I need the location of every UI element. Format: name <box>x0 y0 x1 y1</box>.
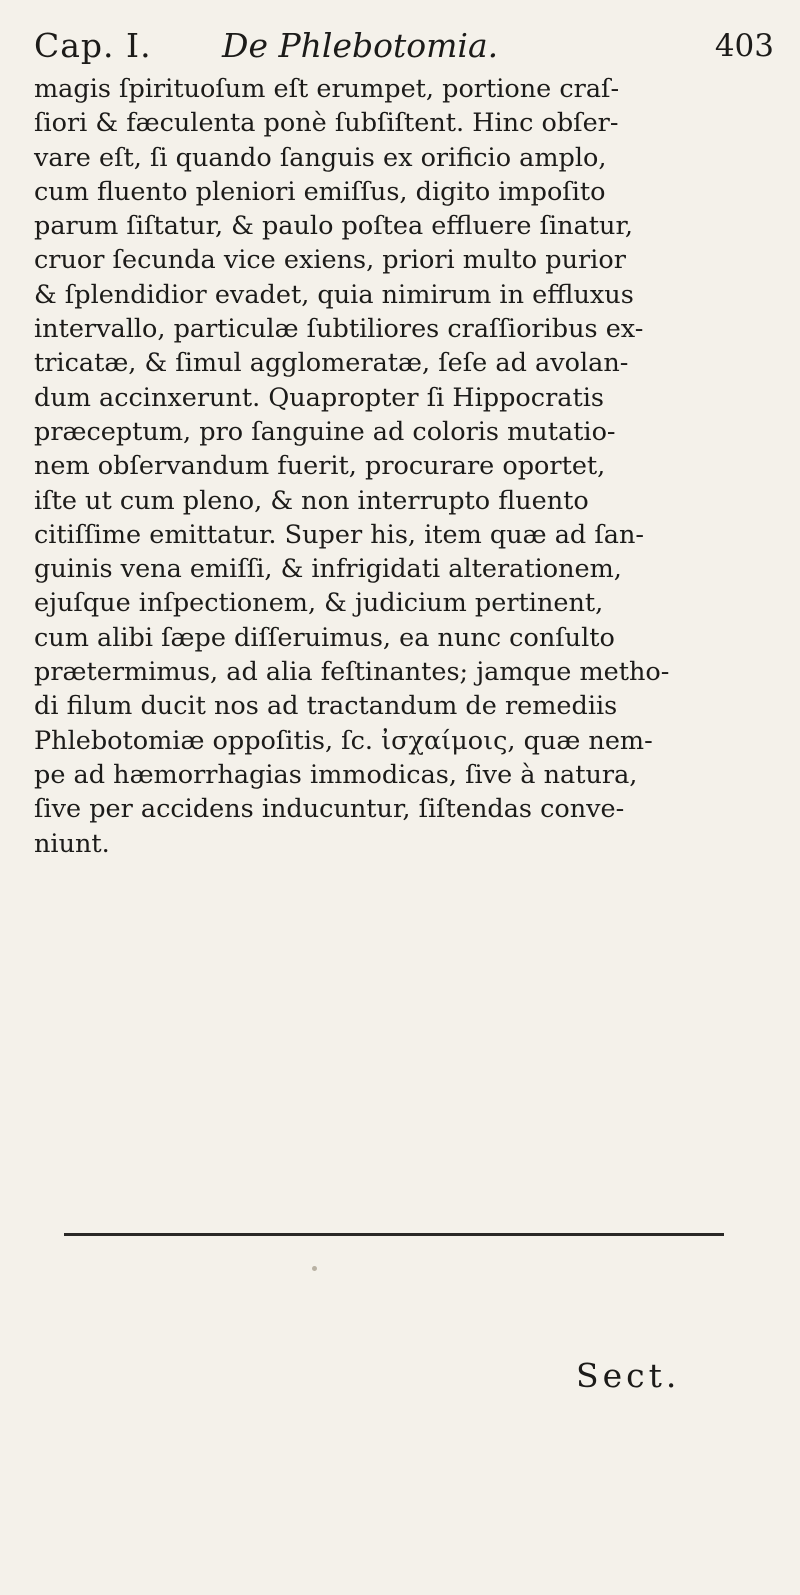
text-line: magis ſpirituoſum eſt erumpet, portione craſ- <box>34 74 620 104</box>
catchword: Sect. <box>576 1356 681 1395</box>
text-line: prætermimus, ad alia feſtinantes; jamque metho- <box>34 657 670 688</box>
text-line: præceptum, pro ſanguine ad coloris mutatio- <box>34 416 616 447</box>
text-line: di filum ducit nos ad tractandum de remediis <box>34 691 618 722</box>
running-title: De Phlebotomia. <box>222 26 499 65</box>
text-line: niunt. <box>34 828 110 859</box>
text-line: cum alibi ſæpe diſſeruimus, ea nunc conſulto <box>34 622 615 653</box>
text-line: ejuſque inſpectionem, & judicium pertinent, <box>34 588 604 619</box>
ink-speck <box>312 1266 317 1271</box>
text-line: Phlebotomiæ oppoſitis, ſc. ἰσχαίμοις, quæ nem- <box>34 725 653 756</box>
text-line: pe ad hæmorrhagias immodicas, ſive à natura, <box>34 759 638 790</box>
body-text <box>34 72 782 861</box>
chapter-label: Cap. I. <box>34 26 152 65</box>
text-line: cum fluento pleniori emiſſus, digito impoſito <box>34 176 606 207</box>
running-head <box>34 26 774 74</box>
text-line: tricatæ, & ſimul agglomeratæ, ſeſe ad avolan- <box>34 348 629 379</box>
text-line: dum accinxerunt. Quapropter ſi Hippocratis <box>34 382 604 413</box>
text-line: vare eſt, ſi quando ſanguis ex orificio amplo, <box>34 142 607 173</box>
text-line: cruor ſecunda vice exiens, priori multo purior <box>34 245 626 276</box>
text-line: guinis vena emiſſi, & infrigidati alterationem, <box>34 554 622 585</box>
horizontal-rule <box>64 1233 724 1236</box>
page-number: 403 <box>714 28 774 64</box>
text-line: parum ſiſtatur, & paulo poſtea effluere ſinatur, <box>34 211 633 242</box>
text-line: iſte ut cum pleno, & non interrupto fluento <box>34 485 589 516</box>
text-line: intervallo, particulæ ſubtiliores craſſioribus ex- <box>34 314 644 345</box>
text-line: & ſplendidior evadet, quia nimirum in effluxus <box>34 279 634 310</box>
text-line: nem obſervandum fuerit, procurare oportet, <box>34 451 606 482</box>
text-line: citiſſime emittatur. Super his, item quæ ad ſan- <box>34 519 645 550</box>
text-line: ſive per accidens inducuntur, ſiſtendas conve- <box>34 794 625 825</box>
text-line: ſiori & fæculenta ponè ſubſiſtent. Hinc obſer- <box>34 108 619 139</box>
